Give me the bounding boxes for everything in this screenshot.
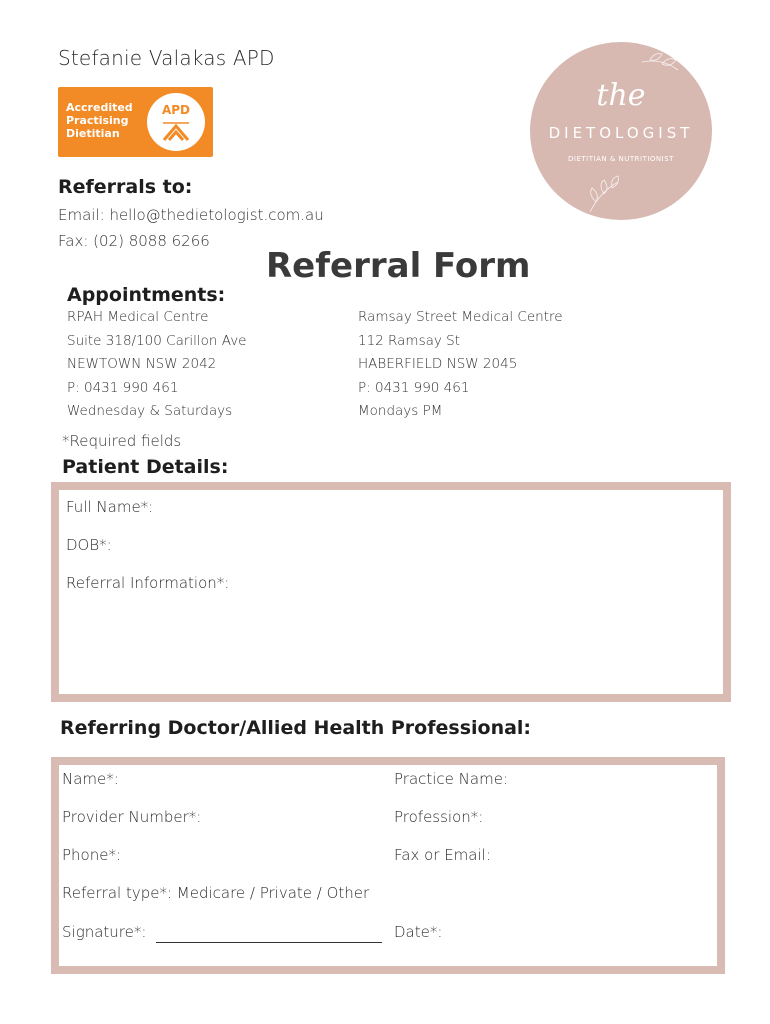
location-phone: P: 0431 990 461 xyxy=(358,379,470,396)
full-name-field[interactable]: Full Name*: xyxy=(66,498,154,516)
referrer-phone-field[interactable]: Phone*: xyxy=(62,846,122,864)
apd-badge-text xyxy=(66,101,133,140)
provider-number-field[interactable]: Provider Number*: xyxy=(62,808,202,826)
dietologist-logo xyxy=(530,42,712,220)
location-name: RPAH Medical Centre xyxy=(67,309,209,325)
apd-label: APD xyxy=(161,103,191,117)
location-days: Mondays PM xyxy=(358,403,443,419)
logo-subtitle: DIETITIAN & NUTRITIONIST xyxy=(568,155,674,163)
referrer-name-field[interactable]: Name*: xyxy=(62,770,119,788)
apd-line-3: Dietitian xyxy=(66,127,120,140)
required-fields-note: *Required fields xyxy=(62,432,182,450)
location-address-1: 112 Ramsay St xyxy=(358,332,461,349)
location-rpah xyxy=(67,306,247,424)
fax-or-email-field[interactable]: Fax or Email: xyxy=(394,846,491,864)
referrer-details-box xyxy=(51,757,725,974)
location-address-1: Suite 318/100 Carillon Ave xyxy=(67,332,247,349)
patient-details-heading: Patient Details: xyxy=(62,456,229,478)
apd-chevron-icon xyxy=(161,120,191,142)
referrals-heading: Referrals to: xyxy=(58,176,193,198)
referral-fax: Fax: (02) 8088 6266 xyxy=(58,232,210,250)
signature-line[interactable] xyxy=(156,942,382,943)
apd-logo-icon xyxy=(147,93,205,151)
apd-line-1: Accredited xyxy=(66,101,133,114)
appointments-heading: Appointments: xyxy=(67,284,226,306)
practice-name-field[interactable]: Practice Name: xyxy=(394,770,508,788)
profession-field[interactable]: Profession*: xyxy=(394,808,484,826)
dob-field[interactable]: DOB*: xyxy=(66,536,112,554)
location-ramsay xyxy=(358,306,563,424)
logo-name: DIETOLOGIST xyxy=(548,124,694,142)
location-address-2: NEWTOWN NSW 2042 xyxy=(67,356,217,372)
referrer-heading: Referring Doctor/Allied Health Professional: xyxy=(60,717,532,739)
signature-label: Signature*: xyxy=(62,923,147,941)
referral-type-field[interactable]: Referral type*: Medicare / Private / Other xyxy=(62,884,370,902)
location-name: Ramsay Street Medical Centre xyxy=(358,309,563,325)
date-field[interactable]: Date*: xyxy=(394,923,443,941)
location-address-2: HABERFIELD NSW 2045 xyxy=(358,356,518,372)
referral-information-field[interactable]: Referral Information*: xyxy=(66,574,230,592)
apd-line-2: Practising xyxy=(66,114,129,127)
location-days: Wednesday & Saturdays xyxy=(67,403,233,419)
apd-badge xyxy=(58,87,213,157)
logo-the: the xyxy=(596,78,646,113)
practitioner-name: Stefanie Valakas APD xyxy=(58,46,275,70)
location-phone: P: 0431 990 461 xyxy=(67,379,179,396)
page-title: Referral Form xyxy=(266,246,531,286)
referral-email[interactable]: Email: hello@thedietologist.com.au xyxy=(58,206,324,224)
